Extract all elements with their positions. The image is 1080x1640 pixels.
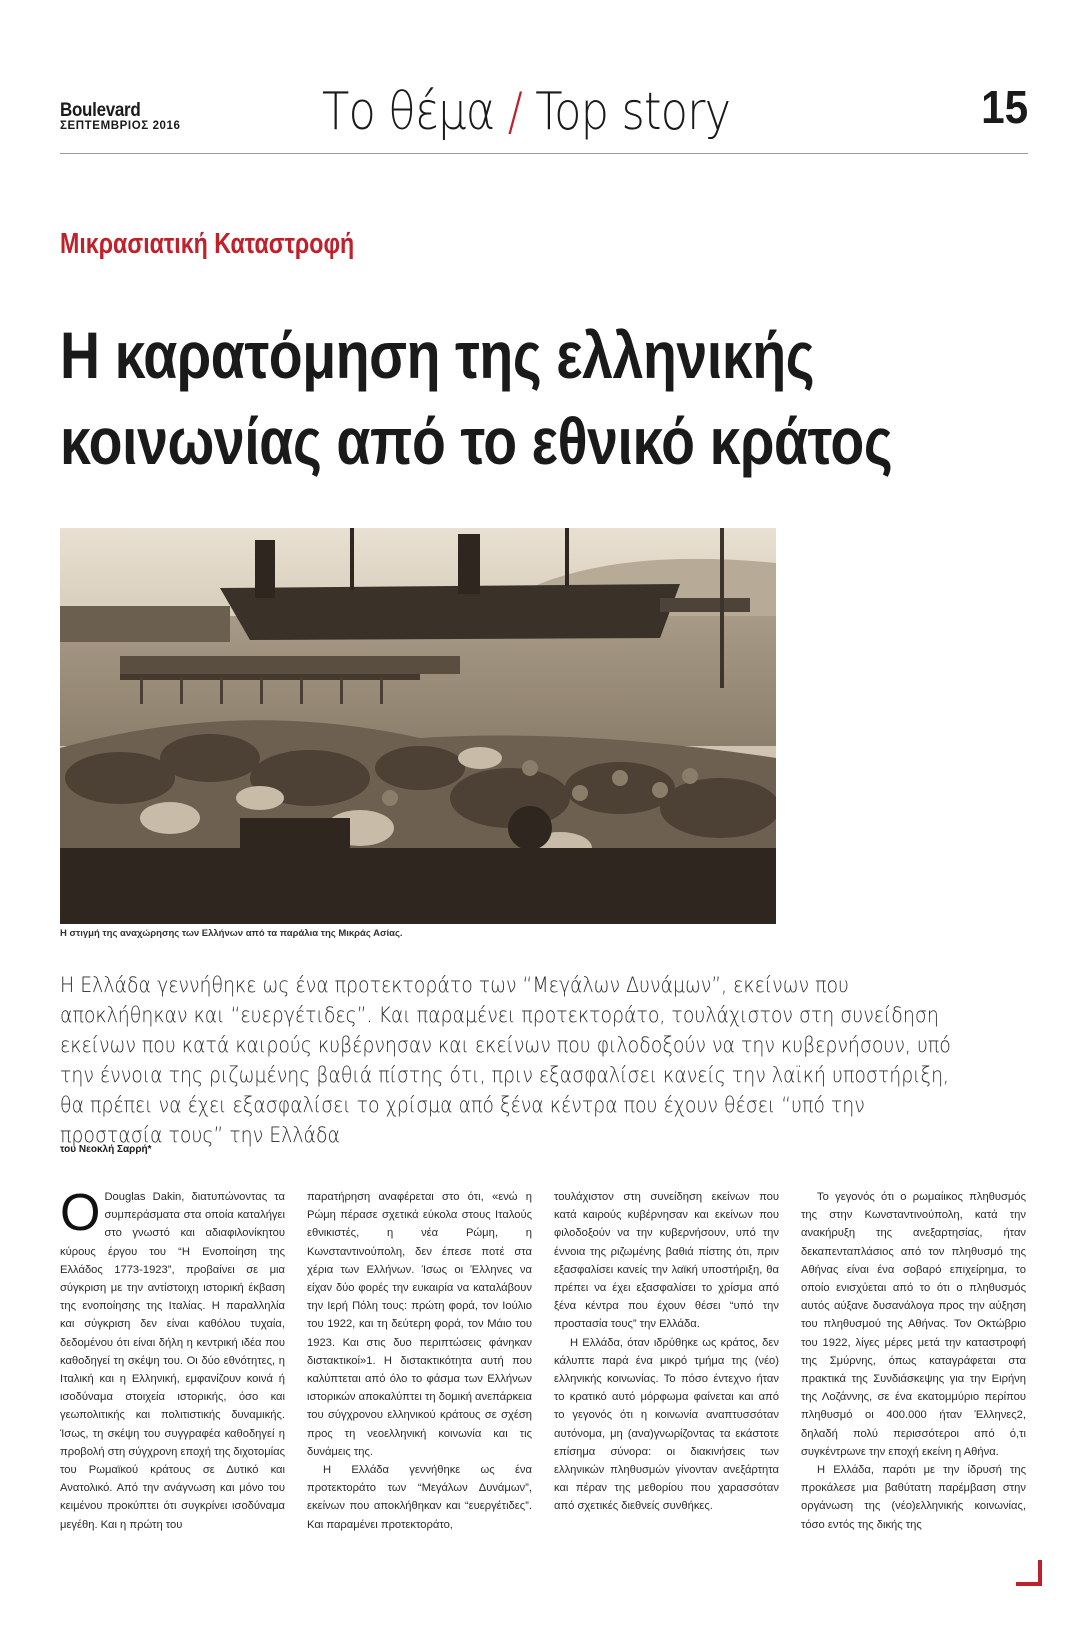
body-paragraph: Η Ελλάδα, παρότι με την ίδρυσή της προκάλεσε μια βαθύτατη παρέμβαση στην οργάνωση της (νέο)ελληνικής κοινωνίας, τόσο εντός της δικής της xyxy=(801,1464,1026,1531)
headline-line-2: κοινωνίας από το εθνικό κράτος xyxy=(60,404,893,478)
body-paragraph: Douglas Dakin, διατυπώνοντας τα συμπεράσματα στα οποία καταλήγει στο γνωστό και αδιαφιλονίκητου κύρους έργου του “Η Ενοποίηση της Ελλάδος 1773-1923”, προβαίνει σε μια σύγκριση με την αντίστοιχη ιστορική έκβαση της ενοποίησης της Ιταλίας. Η παραλληλία και σύγκριση δεν είναι καθόλου τυχαία, δεδομένου ότι είναι δήλη η κεντρική ιδέα που καθοδηγεί τη σκέψη του. Οι δύο εθνότητες, η Ιταλική και η Ελληνική, εμφανίζουν κοινά ή ισοδύναμα στοιχεία ιστορικής, όσο και γεωπολιτικής και πολιτιστικής δυναμικής. Ίσως, τη σκέψη του συγγραφέα καθοδηγεί η προβολή στη σύγχρονη εποχή της διχοτομίας του Ρωμαϊκού κράτους σε Δυτικό και Ανατολικό. Από την ανάγνωση και μόνο του κειμένου προκύπτει ότι συγκρίνει ισοδύναμα μεγέθη. Και η πρώτη του xyxy=(60,1191,285,1531)
refugee-departure-photo xyxy=(60,528,776,924)
issue-date: ΣΕΠΤΕΜΒΡΙΟΣ 2016 xyxy=(60,120,181,132)
article-byline: του Νεοκλή Σαρρή* xyxy=(60,1144,152,1155)
body-paragraph: παρατήρηση αναφέρεται στο ότι, «ενώ η Ρώμη πέρασε σχετικά εύκολα στους Ιταλούς εθνικιστές, η νέα Ρώμη, η Κωνσταντινούπολη, δεν έπεσε ποτέ στα χέρια των Ελλήνων. Ίσως οι Έλληνες να είχαν δύο φορές την ευκαιρία να καταλάβουν την Ιερή Πόλη τους: πρώτη φορά, τον Ιούλιο του 1922, και τη δεύτερη φορά, τον Μάιο του 1923. Και στις δυο περιπτώσεις φάνηκαν διστακτικοί»1. Η διστακτικότητα αυτή που καλύπτεται από όλο το φάσμα των Ελλήνων ιστορικών αποκαλύπτει τη δομική ανεπάρκεια του σύγχρονου ελληνικού κράτους σε σχέση προς τη νεοελληνική κοινωνία και τις δυνάμεις της. xyxy=(307,1191,532,1458)
continued-corner-mark xyxy=(1016,1560,1042,1586)
article-body xyxy=(60,1184,1026,1568)
body-column-3 xyxy=(554,1188,779,1568)
article-photo xyxy=(60,528,776,924)
section-title xyxy=(322,78,730,146)
masthead-rule xyxy=(60,153,1028,154)
section-title-greek: Το θέμα xyxy=(322,82,495,142)
photo-caption: Η στιγμή της αναχώρησης των Ελλήνων από τα παράλια της Μικράς Ασίας. xyxy=(60,928,403,939)
body-paragraph: Η Ελλάδα γεννήθηκε ως ένα προτεκτοράτο των “Μεγάλων Δυνάμων”, εκείνων που αποκλήθηκαν και “ευεργέτιδες”. Και παραμένει προτεκτοράτο, xyxy=(307,1464,532,1531)
section-title-english: Top story xyxy=(535,82,731,142)
body-column-1 xyxy=(60,1184,285,1568)
brand-name: Boulevard xyxy=(60,98,141,121)
body-paragraph: Η Ελλάδα, όταν ιδρύθηκε ως κράτος, δεν κάλυπτε παρά ένα μικρό τμήμα της (νέο) ελληνικής κοινωνίας. Το πόσο έντεχνο ήταν το κρατικό αυτό μόρφωμα φαίνεται και από το γεγονός ότι η κοινωνία αναπτυσσόταν αυτόνομα, μη (ανα)γνωρίζοντας τα εκάστοτε επίσημα σύνορα: οι διακινήσεις των ελληνικών πληθυσμών γίνονταν ανεξάρτητα και πέραν της μεθορίου που χαρασσόταν από σχετικές διεθνείς συνθήκες. xyxy=(554,1336,779,1513)
headline-line-1: Η καρατόμηση της ελληνικής xyxy=(60,318,815,392)
body-column-4 xyxy=(801,1188,1026,1568)
body-paragraph: Το γεγονός ότι ο ρωμαίικος πληθυσμός της στην Κωνσταντινούπολη, κατά την ανακήρυξη της ανεξαρτησίας, ήταν δεκαπενταπλάσιος από τον πληθυσμό της Αθήνας είναι ένα σοβαρό επιχείρημα, το οποίο ενισχύεται από το ότι ο πληθυσμός αυτός αύξανε δυσανάλογα προς την αύξηση του πληθυσμού της Αθήνας. Τον Οκτώβριο του 1922, λίγες μέρες μετά την καταστροφή της Σμύρνης, όπως καταγράφεται στα πρακτικά της Συνδιάσκεψης για την Ειρήνη της Λοζάννης, σε ένα εκατομμύριο περίπου πληθυσμό οι 400.000 ήταν Έλληνες2, δηλαδή πολύ περισσότεροι από ό,τι συγκέντρωνε την εποχή εκείνη η Αθήνα. xyxy=(801,1191,1026,1458)
section-title-separator: / xyxy=(507,82,522,142)
article-headline xyxy=(60,312,942,484)
body-paragraph: τουλάχιστον στη συνείδηση εκείνων που κατά καιρούς κυβέρνησαν και εκείνων που φιλοδοξούν να την κυβερνήσουν, υπό την έννοια της ριζωμένης βαθιά πίστης ότι, πριν εξασφαλίσει κανείς την λαϊκή υποστήριξη, θα πρέπει να έχει εξασφαλίσει το χρίσμα από ξένα κέντρα που έχουν θέσει “υπό την προστασία τους” την Ελλάδα. xyxy=(554,1191,779,1331)
body-column-2 xyxy=(307,1188,532,1568)
drop-cap: Ο xyxy=(60,1184,101,1242)
article-lead: Η Ελλάδα γεννήθηκε ως ένα προτεκτοράτο των “Μεγάλων Δυνάμων”, εκείνων που αποκλήθηκαν και “ευεργέτιδες”. Και παραμένει προτεκτοράτο, τουλάχιστον στη συνείδηση εκείνων που κατά καιρούς κυβέρνησαν και εκείνων που φιλοδοξούν να την κυβερνήσουν, υπό την έννοια της ριζωμένης βαθιά πίστης ότι, πριν εξασφαλίσει κανείς την λαϊκή υποστήριξη, θα πρέπει να έχει εξασφαλίσει το χρίσμα από ξένα κέντρα που έχουν θέσει “υπό την προστασία τους” την Ελλάδα xyxy=(60,973,951,1147)
page-number: 15 xyxy=(980,81,1028,133)
article-kicker: Μικρασιατική Καταστροφή xyxy=(60,228,355,260)
brand-block xyxy=(60,100,181,133)
